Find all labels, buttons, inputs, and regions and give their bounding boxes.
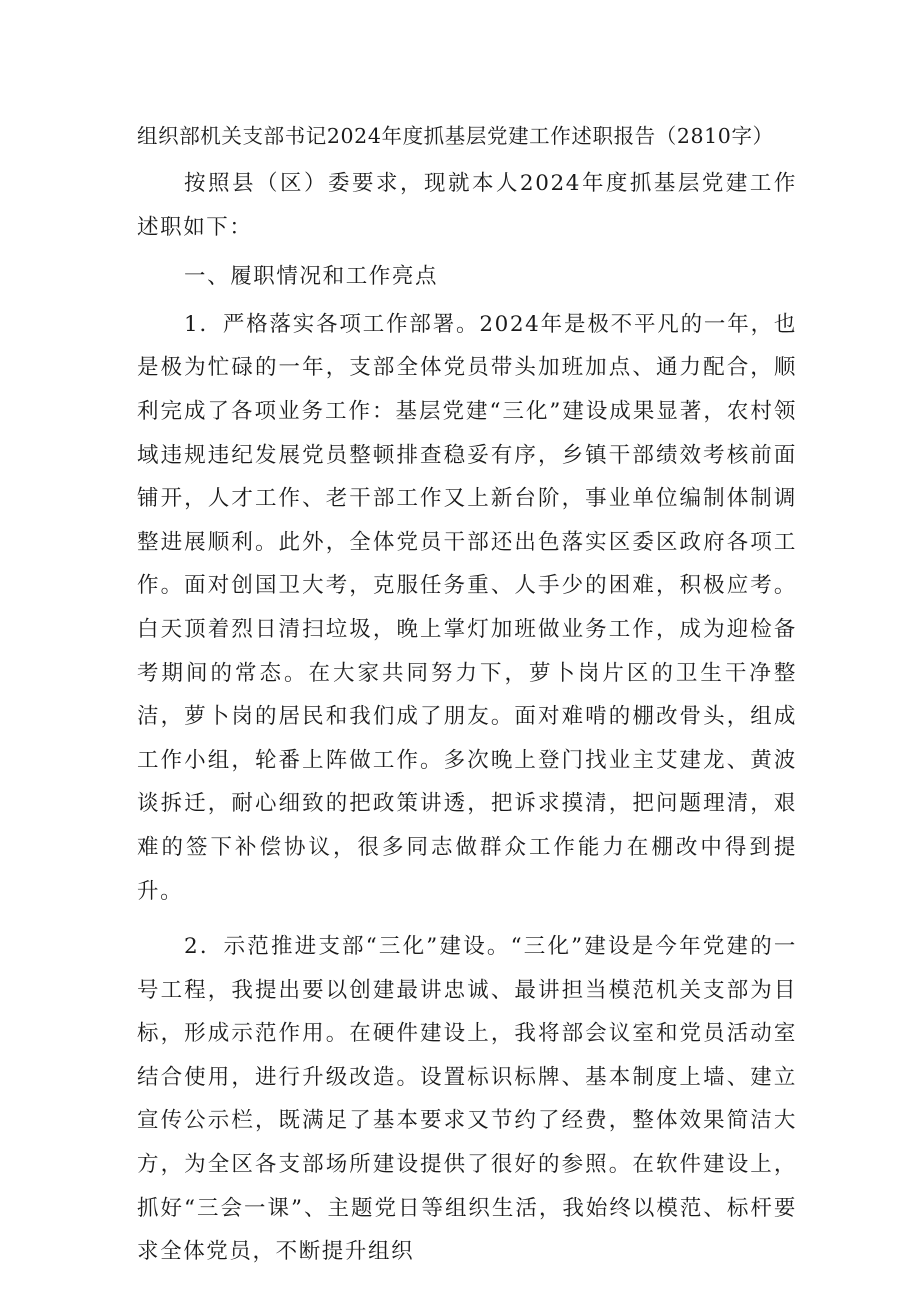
paragraph-item-1: 1．严格落实各项工作部署。2024年是极不平凡的一年，也是极为忙碌的一年，支部全体党员带头加班加点、通力配合，顺利完成了各项业务工作：基层党建“三化”建设成果显著，农村领域违规违纪发展党员整顿排查稳妥有序，乡镇干部绩效考核前面铺开，人才工作、老干部工作又上新台阶，事业单位编制体制调整进展顺利。此外，全体党员干部还出色落实区委区政府各项工作。面对创国卫大考，克服任务重、人手少的困难，积极应考。白天顶着烈日清扫垃圾，晚上掌灯加班做业务工作，成为迎检备考期间的常态。在大家共同努力下，萝卜岗片区的卫生干净整洁，萝卜岗的居民和我们成了朋友。面对难啃的棚改骨头，组成工作小组，轮番上阵做工作。多次晚上登门找业主艾建龙、黄波谈拆迁，耐心细致的把政策讲透，把诉求摸清，把问题理清，艰难的签下补偿协议，很多同志做群众工作能力在棚改中得到提升。 bbox=[137, 311, 797, 904]
section-heading: 一、履职情况和工作亮点 bbox=[184, 264, 439, 290]
intro-paragraph: 按照县（区）委要求，现就本人2024年度抓基层党建工作述职如下： bbox=[137, 171, 797, 240]
paragraph-item-2: 2．示范推进支部“三化”建设。“三化”建设是今年党建的一号工程，我提出要以创建最讲忠诚、最讲担当模范机关支部为目标，形成示范作用。在硬件建设上，我将部会议室和党员活动室结合使用，进行升级改造。设置标识标牌、基本制度上墙、建立宣传公示栏，既满足了基本要求又节约了经费，整体效果简洁大方，为全区各支部场所建设提供了很好的参照。在软件建设上，抓好“三会一课”、主题党日等组织生活，我始终以模范、标杆要求全体党员，不断提升组织 bbox=[137, 934, 797, 1265]
document-title: 组织部机关支部书记2024年度抓基层党建工作述职报告（2810字） bbox=[137, 124, 774, 148]
document-body bbox=[137, 116, 797, 1274]
